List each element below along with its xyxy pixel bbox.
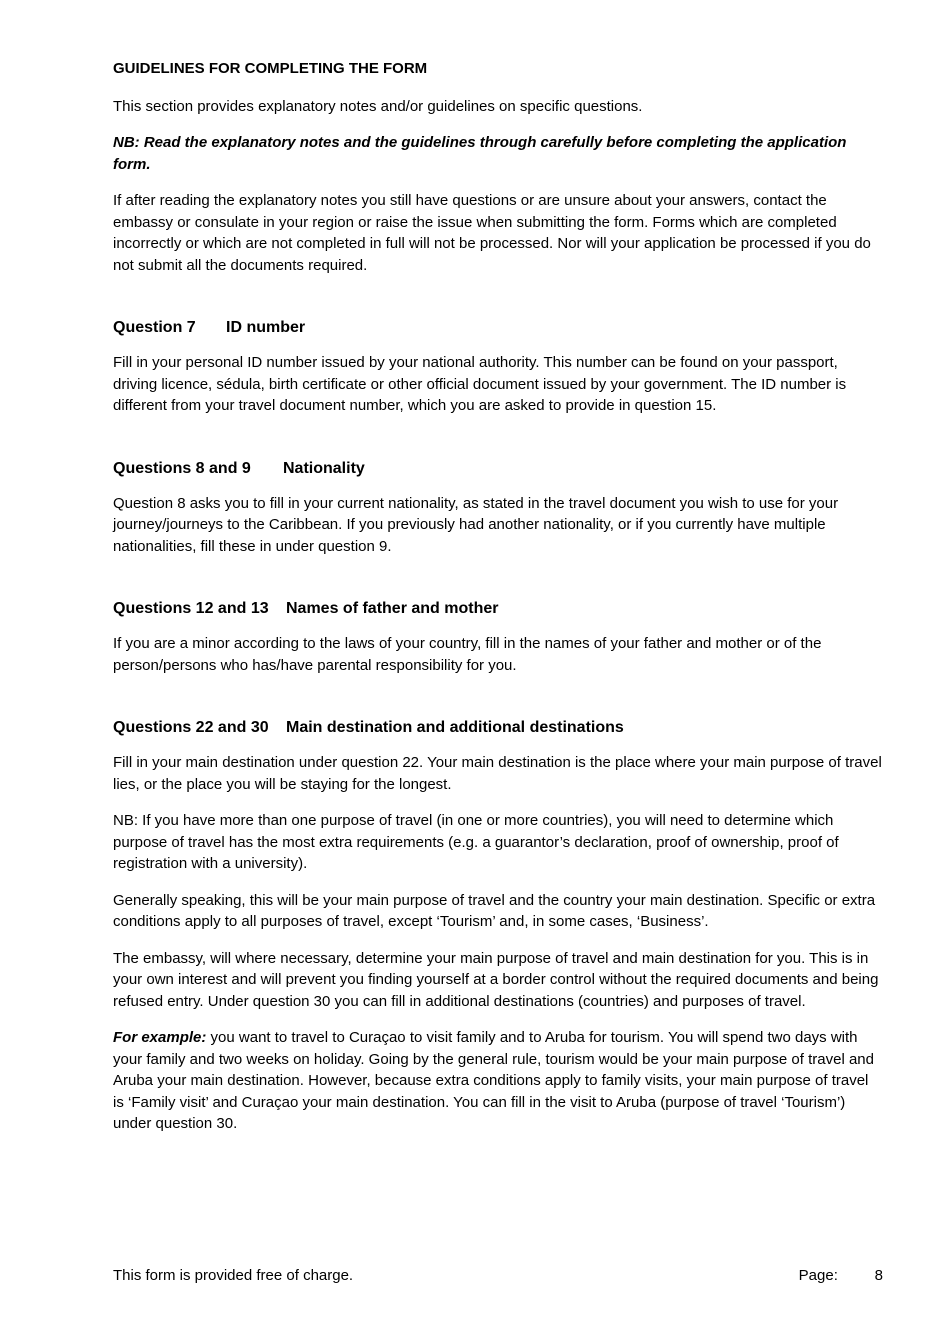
question-topic: ID number — [226, 319, 306, 336]
contact-note: If after reading the explanatory notes you still have questions or are unsure about your answers, contact the embassy or consulate in your region or raise the issue when submitting the form. Forms which are completed incorrectly or which are not completed in full will not be processed. Nor will your application be processed if you do not submit all the documents required. — [113, 192, 871, 274]
page-indicator — [799, 1265, 883, 1287]
example-paragraph — [113, 1027, 883, 1135]
example-body: you want to travel to Curaçao to visit family and to Aruba for tourism. You will spend two days with your family and two weeks on holiday. Going by the general rule, tourism would be your main purpose of travel and Aruba your main destination. However, because extra conditions apply to family visits, your main purpose of travel is ‘Family visit’ and Curaçao your main destination. You can fill in the visit to Aruba (purpose of travel ‘Tourism’) under question 30. — [113, 1029, 874, 1132]
question-number: Question 7 — [113, 319, 196, 336]
page-label: Page: — [798, 1267, 838, 1284]
question-number: Questions 12 and 13 — [113, 600, 269, 617]
questions-8-9-body: Question 8 asks you to fill in your current nationality, as stated in the travel document you wish to use for your journey/journeys to the Caribbean. If you previously had another nationality, or if you currently have multiple nationalities, fill these in under question 9. — [113, 494, 839, 555]
section-heading-questions-8-9 — [113, 460, 883, 478]
footer-note: This form is provided free of charge. — [113, 1267, 354, 1284]
question-topic: Main destination and additional destinations — [286, 719, 624, 736]
intro-text: This section provides explanatory notes and/or guidelines on specific questions. — [113, 97, 643, 115]
question-number: Questions 8 and 9 — [113, 459, 251, 477]
questions-22-30-paragraph-3: Generally speaking, this will be your main purpose of travel and the country your main destination. Specific or extra conditions apply to all purposes of travel, except ‘Tourism’ and, in some cases, ‘Business’. — [113, 891, 876, 930]
document-page — [113, 58, 883, 1150]
question-topic: Names of father and mother — [286, 600, 499, 617]
question-number: Questions 22 and 30 — [113, 719, 269, 736]
page-number: 8 — [874, 1267, 883, 1284]
questions-22-30-nb-paragraph: NB: If you have more than one purpose of travel (in one or more countries), you will need to determine which purpose of travel has the most extra requirements (e.g. a guarantor’s declaration, proof of ownership, proof of registration with a university). — [113, 812, 839, 872]
section-heading-question-7 — [113, 319, 883, 337]
page-footer — [113, 1265, 883, 1287]
nb-read-notice: NB: Read the explanatory notes and the guidelines through carefully before completing the application form. — [113, 134, 847, 173]
questions-22-30-paragraph-4: The embassy, will where necessary, determine your main purpose of travel and main destination for you. This is in your own interest and will prevent you finding yourself at a border control without the required documents and being refused entry. Under question 30 you can fill in additional destinations (countries) and purposes of travel. — [113, 949, 879, 1010]
page-title: GUIDELINES FOR COMPLETING THE FORM — [113, 60, 428, 77]
section-heading-questions-12-13 — [113, 600, 883, 618]
question-7-body: Fill in your personal ID number issued by your national authority. This number can be found on your passport, driving licence, sédula, birth certificate or other official document issued by your government. The ID number is different from your travel document number, which you are asked to provide in question 15. — [113, 354, 847, 414]
questions-22-30-paragraph-1: Fill in your main destination under question 22. Your main destination is the place where your main purpose of travel lies, or the place you will be staying for the longest. — [113, 754, 882, 793]
section-heading-questions-22-30 — [113, 719, 883, 737]
example-lead: For example: — [113, 1029, 207, 1046]
questions-12-13-body: If you are a minor according to the laws of your country, fill in the names of your father and mother or of the person/persons who has/have parental responsibility for you. — [113, 635, 822, 674]
question-topic: Nationality — [283, 459, 365, 477]
